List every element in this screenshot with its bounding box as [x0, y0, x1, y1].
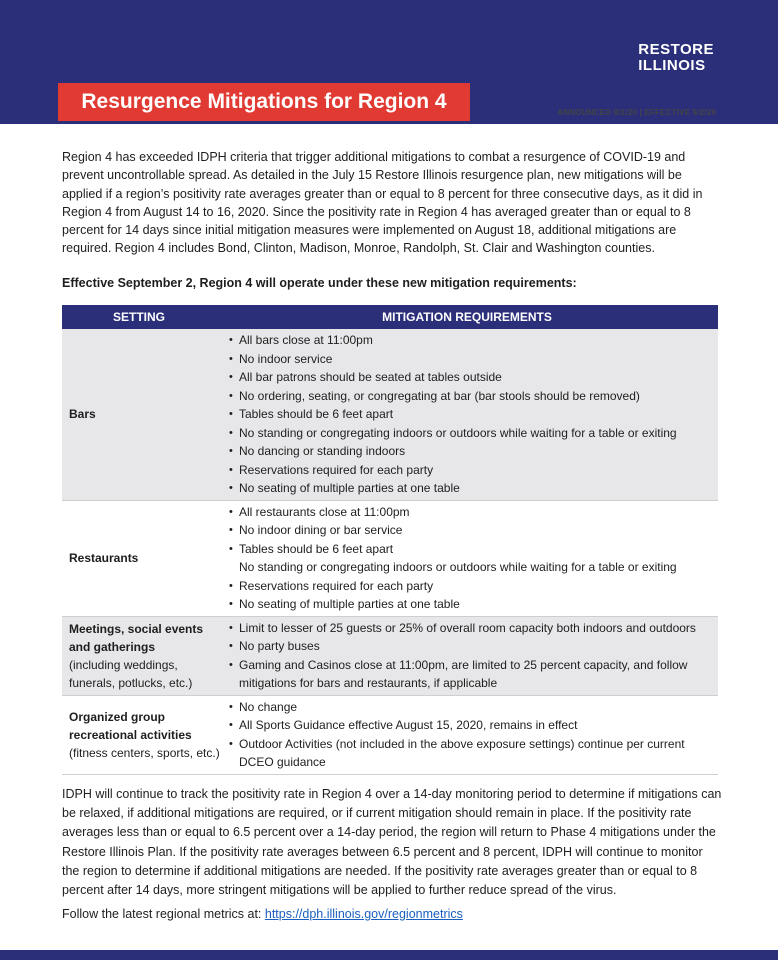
setting-note: (fitness centers, sports, etc.)	[69, 745, 220, 760]
setting-cell	[62, 617, 224, 695]
page-title: Resurgence Mitigations for Region 4	[58, 83, 470, 121]
table-header	[62, 305, 718, 329]
setting-name: Bars	[69, 407, 96, 422]
column-header-mitigation: MITIGATION REQUIREMENTS	[382, 310, 552, 324]
list-item: • No standing or congregating indoors or outdoors while waiting for a table or exiting	[229, 425, 677, 440]
setting-cell	[62, 501, 224, 616]
list-item: • All restaurants close at 11:00pm	[229, 504, 410, 519]
mitigation-cell	[224, 696, 718, 774]
list-item: • All bar patrons should be seated at tables outside	[229, 370, 502, 384]
mitigation-cell	[224, 617, 718, 695]
list-item: • All Sports Guidance effective August 15, 2020, remains in effect	[229, 718, 578, 732]
list-item: • No dancing or standing indoors	[229, 444, 406, 458]
logo-line-1: RESTORE	[638, 41, 714, 58]
restore-illinois-logo	[638, 42, 714, 74]
list-item: • Limit to lesser of 25 guests or 25% of overall room capacity both indoors and outdoors	[229, 620, 696, 635]
list-item: • No seating of multiple parties at one table	[229, 597, 460, 611]
setting-name: Organized group recreational activities	[69, 709, 192, 742]
list-item: • Gaming and Casinos close at 11:00pm, are limited to 25 percent capacity, and follow mitigations for bars and restaurants, if applicable	[229, 657, 688, 690]
follow-line	[62, 907, 463, 921]
footer-band	[0, 950, 778, 960]
list-item: No standing or congregating indoors or outdoors while waiting for a table or exiting	[239, 560, 677, 574]
table-row-restaurants	[62, 501, 718, 617]
setting-cell	[62, 696, 224, 774]
list-item: • No indoor dining or bar service	[229, 523, 403, 537]
column-header-setting: SETTING	[112, 310, 165, 324]
list-item: • No seating of multiple parties at one table	[229, 481, 460, 495]
list-item: • Tables should be 6 feet apart	[229, 407, 394, 421]
mitigation-cell	[224, 329, 718, 500]
region-metrics-link[interactable]: https://dph.illinois.gov/regionmetrics	[264, 907, 463, 921]
logo-line-2: ILLINOIS	[638, 57, 706, 74]
setting-note: (including weddings, funerals, potlucks, etc.)	[69, 657, 193, 690]
list-item: • Outdoor Activities (not included in the above exposure settings) continue per current DCEO guidance	[229, 736, 685, 769]
follow-prefix: Follow the latest regional metrics at:	[62, 907, 265, 921]
setting-cell	[62, 329, 224, 500]
setting-name: Meetings, social events and gatherings	[69, 621, 204, 654]
mitigation-table	[62, 305, 718, 775]
announcement-date: ANNOUNCED 9/1/20 | EFFECTIVE 9/2/20	[557, 108, 716, 117]
mitigation-cell	[224, 501, 718, 616]
list-item: • No indoor service	[229, 351, 333, 366]
list-item: • No ordering, seating, or congregating at bar (bar stools should be removed)	[229, 388, 640, 403]
table-row-meetings	[62, 617, 718, 696]
list-item: • Reservations required for each party	[229, 578, 434, 593]
setting-name: Restaurants	[69, 551, 139, 565]
list-item: • No party buses	[229, 639, 320, 653]
closing-paragraph: IDPH will continue to track the positivity rate in Region 4 over a 14-day monitoring period to determine if mitigations can be relaxed, if additional mitigations are required, or if current mitigation should remain in place. If the positivity rate averages less than or equal to 6.5 percent over a 14-day period, the region will return to Phase 4 mitigations under the Restore Illinois Plan. If the positivity rate averages between 6.5 percent and 8 percent, IDPH will continue to monitor the region to determine if additional mitigations are needed. If the positivity rate averages greater than or equal to 8 percent after 14 days, more stringent mitigations will be applied to further reduce spread of the virus.	[62, 787, 722, 898]
intro-paragraph: Region 4 has exceeded IDPH criteria that trigger additional mitigations to combat a resurgence of COVID-19 and prevent uncontrollable spread. As detailed in the July 15 Restore Illinois resurgence plan, new mitigations will be applied if a region’s positivity rate averages greater than or equal to 8 percent for three consecutive days, as it did in Region 4 from August 14 to 16, 2020. Since the positivity rate in Region 4 has averaged greater than or equal to 8 percent for 14 days since initial mitigation measures were implemented on August 18, additional mitigations are required. Region 4 includes Bond, Clinton, Madison, Monroe, Randolph, St. Clair and Washington counties.	[62, 150, 703, 256]
effective-heading: Effective September 2, Region 4 will operate under these new mitigation requirements:	[62, 276, 577, 290]
list-item: • Reservations required for each party	[229, 462, 434, 477]
list-item: • No change	[229, 699, 298, 714]
table-row-bars	[62, 329, 718, 501]
table-row-recreation	[62, 696, 718, 775]
list-item: • Tables should be 6 feet apart	[229, 541, 394, 556]
list-item: • All bars close at 11:00pm	[229, 333, 373, 347]
